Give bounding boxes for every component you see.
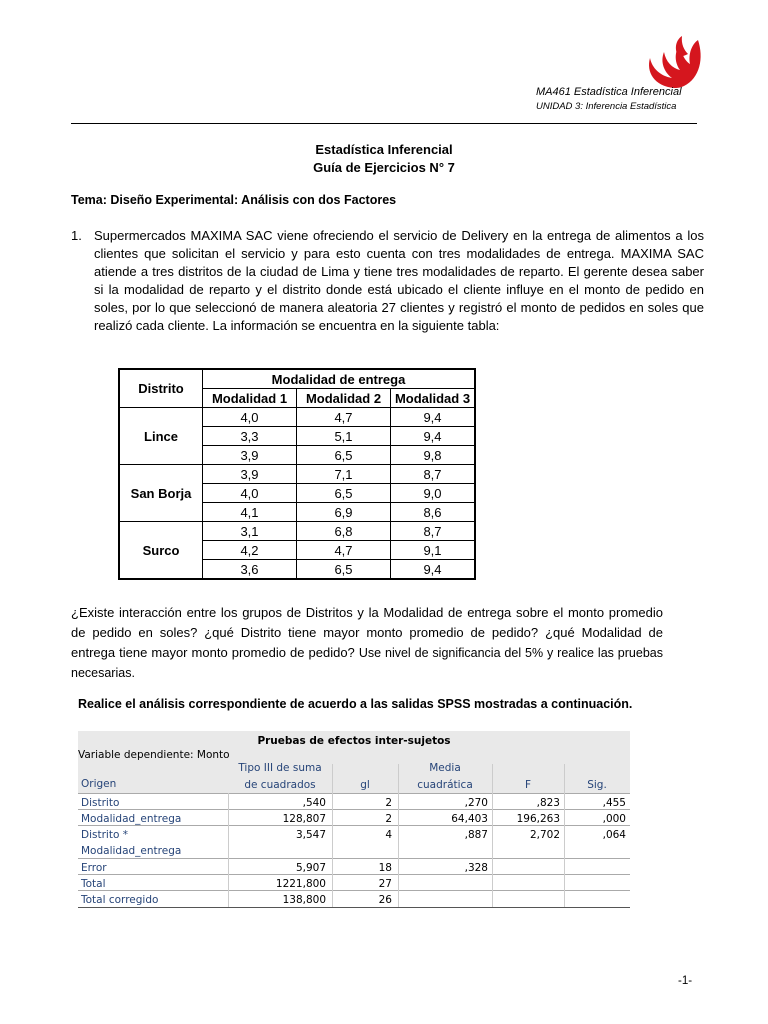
header-ms-2: cuadrática [417, 779, 473, 791]
table-cell: 18 [378, 862, 392, 874]
table-cell: ,064 [602, 829, 626, 841]
header-ss-1: Tipo III de suma [238, 762, 322, 774]
column-header: Modalidad 3 [391, 389, 476, 408]
table-cell: 4,7 [297, 541, 391, 560]
district-label: Lince [119, 408, 203, 465]
table-cell: 196,263 [516, 813, 560, 825]
header-f: F [524, 779, 532, 791]
table-cell: 9,4 [391, 427, 476, 446]
unit-name: UNIDAD 3: Inferencia Estadística [536, 101, 677, 112]
modality-group-header: Modalidad de entrega [203, 369, 476, 389]
table-cell: 27 [378, 878, 392, 890]
document-title: Estadística Inferencial [315, 142, 453, 157]
header-gl: gl [360, 779, 370, 791]
table-cell: 5,907 [295, 862, 326, 874]
table-row [78, 858, 630, 875]
document-subtitle: Guía de Ejercicios N° 7 [313, 160, 455, 175]
table-cell: 26 [378, 894, 392, 906]
table-cell: 3,1 [203, 522, 297, 541]
district-label: Surco [119, 522, 203, 580]
table-cell: ,540 [302, 797, 326, 809]
table-cell: 4 [385, 829, 392, 841]
table-cell: 138,800 [282, 894, 326, 906]
table-cell: 4,0 [203, 484, 297, 503]
district-header: Distrito [119, 369, 203, 408]
table-cell: ,887 [464, 829, 488, 841]
topic: Tema: Diseño Experimental: Análisis con dos Factores [71, 193, 397, 207]
question-1 [71, 227, 704, 335]
row-label: Total [81, 878, 106, 890]
table-cell: 9,0 [391, 484, 476, 503]
table-cell: 9,4 [391, 560, 476, 580]
header-sig: Sig. [587, 779, 607, 791]
upc-logo-icon [644, 34, 704, 90]
table-cell: 7,1 [297, 465, 391, 484]
table-row [119, 408, 475, 427]
table-cell: 9,4 [391, 408, 476, 427]
significance-note: Use nivel de significancia del 5% y realice las pruebas necesarias. [71, 646, 663, 680]
column-header: Modalidad 1 [203, 389, 297, 408]
course-name: MA461 Estadística Inferencial [536, 86, 682, 98]
table-row [119, 465, 475, 484]
row-label-continued: Modalidad_entrega [81, 845, 182, 857]
table-cell: 1221,800 [275, 878, 326, 890]
column-header: Modalidad 2 [297, 389, 391, 408]
header-ms-1: Media [429, 762, 461, 774]
table-cell: 3,547 [295, 829, 326, 841]
delivery-data-table [118, 368, 476, 580]
table-cell: 64,403 [451, 813, 488, 825]
table-cell: 6,8 [297, 522, 391, 541]
header-origen: Origen [81, 778, 117, 790]
table-cell: ,823 [536, 797, 560, 809]
row-label: Distrito * [81, 829, 128, 841]
table-cell: 2,702 [529, 829, 560, 841]
table-cell: 6,5 [297, 484, 391, 503]
spss-dependent-variable: Variable dependiente: Monto [78, 749, 230, 761]
district-label: San Borja [119, 465, 203, 522]
table-cell: 3,3 [203, 427, 297, 446]
table-cell: 8,7 [391, 522, 476, 541]
table-cell: ,270 [464, 797, 488, 809]
row-label: Error [81, 862, 107, 874]
table-cell: 2 [385, 797, 392, 809]
row-label: Total corregido [81, 894, 159, 906]
question-number: 1. [71, 228, 82, 243]
question-text: Supermercados MAXIMA SAC viene ofreciendo el servicio de Delivery en la entrega de alimentos a los clientes que solicitan el servicio y para esto cuenta con tres modalidades de entrega. MAXIMA SAC atiende a tres distritos de la ciudad de Lima y tiene tres modalidades de reparto. El gerente desea saber si la modalidad de reparto y el distrito donde está ubicado el cliente influye en el monto de pedido en soles, por lo que seleccionó de manera aleatoria 27 clientes y registró el monto de pedidos en soles que realizó cada cliente. La información se encuentra en la siguiente tabla: [94, 228, 704, 333]
page-number: -1- [678, 975, 693, 987]
table-row [78, 825, 630, 858]
table-cell: 4,1 [203, 503, 297, 522]
table-row [78, 874, 630, 891]
interaction-question [71, 603, 663, 683]
table-cell: 2 [385, 813, 392, 825]
table-cell: 4,0 [203, 408, 297, 427]
header-ss-2: de cuadrados [244, 779, 316, 791]
table-row [78, 809, 630, 826]
table-cell: 6,5 [297, 446, 391, 465]
header-divider [71, 123, 697, 124]
row-label: Distrito [81, 797, 120, 809]
table-cell: 4,7 [297, 408, 391, 427]
table-cell: ,328 [464, 862, 488, 874]
table-row [78, 890, 630, 908]
table-cell: 9,8 [391, 446, 476, 465]
table-cell: 128,807 [282, 813, 326, 825]
table-cell: 6,5 [297, 560, 391, 580]
table-cell: 6,9 [297, 503, 391, 522]
row-label: Modalidad_entrega [81, 813, 182, 825]
table-cell: ,000 [602, 813, 626, 825]
table-cell: 3,9 [203, 446, 297, 465]
interaction-text: ¿Existe interacción entre los grupos de Distritos y la Modalidad de entrega sobre el monto promedio de pedido en soles? ¿qué Distrito tiene mayor monto promedio de pedido? ¿qué Modalidad de entrega tiene mayor monto promedio de pedido? [71, 605, 663, 660]
spss-title: Pruebas de efectos inter-sujetos [257, 735, 451, 747]
table-row [119, 522, 475, 541]
table-cell: 5,1 [297, 427, 391, 446]
table-cell: 3,9 [203, 465, 297, 484]
table-cell: 4,2 [203, 541, 297, 560]
table-row [78, 793, 630, 810]
table-cell: ,455 [602, 797, 626, 809]
table-cell: 9,1 [391, 541, 476, 560]
table-cell: 8,7 [391, 465, 476, 484]
instruction: Realice el análisis correspondiente de acuerdo a las salidas SPSS mostradas a continuación. [78, 697, 633, 711]
table-cell: 8,6 [391, 503, 476, 522]
table-cell: 3,6 [203, 560, 297, 580]
